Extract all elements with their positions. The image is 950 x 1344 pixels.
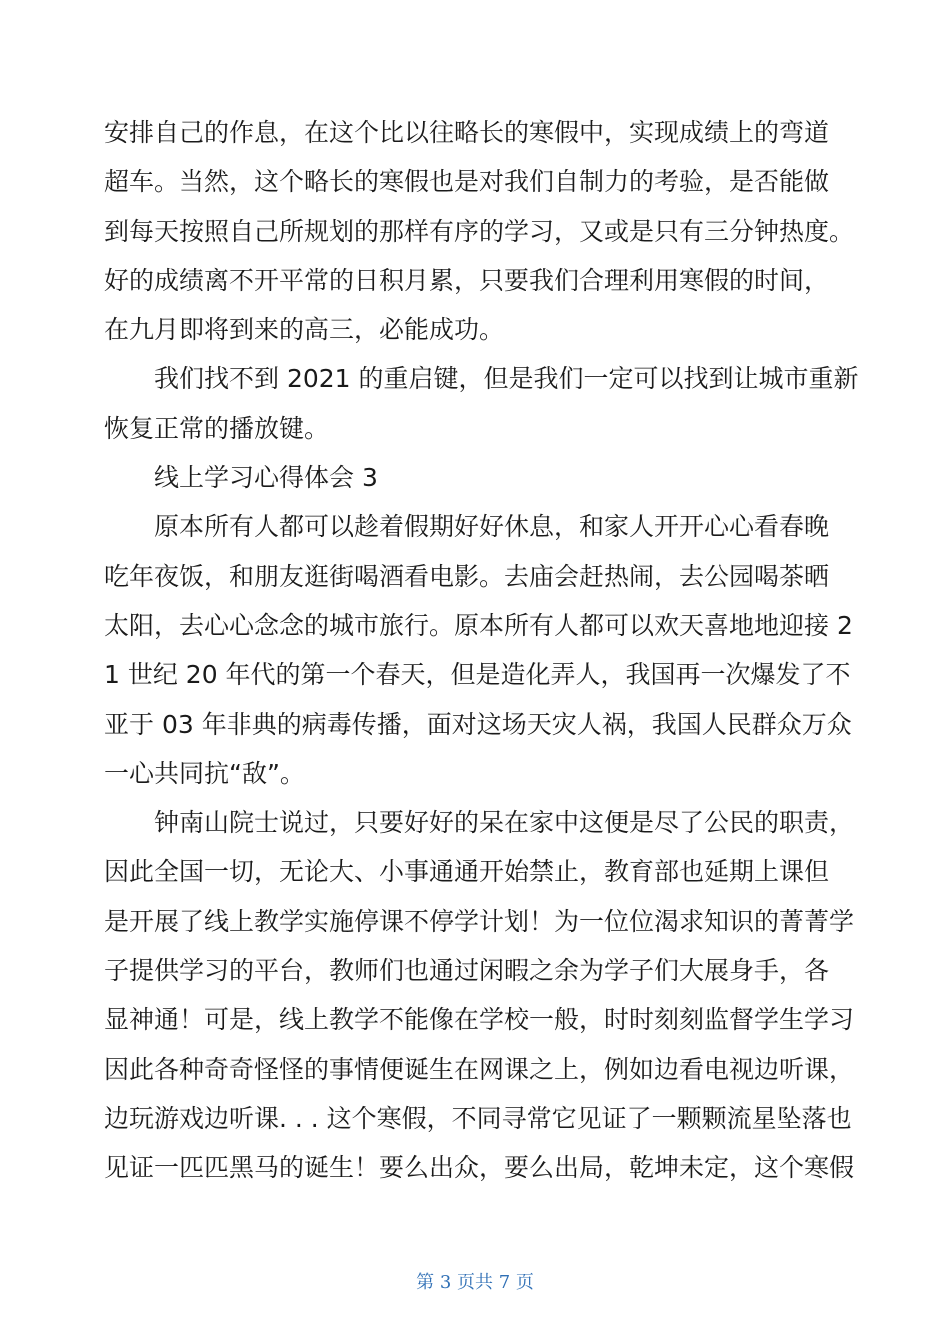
text-line: 超车。当然，这个略长的寒假也是对我们自制力的考验，是否能做 bbox=[104, 167, 830, 197]
text-line: 太阳，去心心念念的城市旅行。原本所有人都可以欢天喜地地迎接 2 bbox=[104, 610, 853, 640]
text-line: 见证一匹匹黑马的诞生！要么出众，要么出局，乾坤未定，这个寒假 bbox=[104, 1153, 855, 1183]
document-body bbox=[104, 108, 859, 1193]
text-line: 好的成绩离不开平常的日积月累，只要我们合理利用寒假的时间， bbox=[104, 265, 830, 295]
text-line: 一心共同抗“敌”。 bbox=[104, 758, 305, 788]
text-line: 亚于 03 年非典的病毒传播，面对这场天灾人祸，我国人民群众万众 bbox=[104, 709, 852, 739]
text-line: 因此全国一切，无论大、小事通通开始禁止，教育部也延期上课但 bbox=[104, 857, 830, 887]
text-line: 吃年夜饭，和朋友逛街喝酒看电影。去庙会赶热闹，去公园喝茶晒 bbox=[104, 561, 830, 591]
text-line: 边玩游戏边听课. . . 这个寒假，不同寻常它见证了一颗颗流星坠落也 bbox=[104, 1103, 852, 1133]
text-line: 在九月即将到来的高三，必能成功。 bbox=[104, 315, 505, 345]
text-line: 因此各种奇奇怪怪的事情便诞生在网课之上，例如边看电视边听课， bbox=[104, 1054, 855, 1084]
text-line: 到每天按照自己所规划的那样有序的学习，又或是只有三分钟热度。 bbox=[104, 216, 855, 246]
text-line: 显神通！可是，线上教学不能像在学校一般，时时刻刻监督学生学习 bbox=[104, 1005, 855, 1035]
section-heading: 线上学习心得体会 3 bbox=[104, 463, 378, 493]
text-line: 我们找不到 2021 的重启键，但是我们一定可以找到让城市重新 bbox=[104, 364, 859, 394]
page-number-footer: 第 3 页共 7 页 bbox=[416, 1272, 534, 1293]
text-line: 钟南山院士说过，只要好好的呆在家中这便是尽了公民的职责， bbox=[104, 808, 855, 838]
text-line: 安排自己的作息，在这个比以往略长的寒假中，实现成绩上的弯道 bbox=[104, 118, 830, 147]
text-line: 原本所有人都可以趁着假期好好休息，和家人开开心心看春晚 bbox=[104, 512, 830, 542]
text-line: 是开展了线上教学实施停课不停学计划！为一位位渴求知识的菁菁学 bbox=[104, 906, 855, 936]
text-line: 子提供学习的平台，教师们也通过闲暇之余为学子们大展身手，各 bbox=[104, 956, 830, 986]
text-line: 1 世纪 20 年代的第一个春天，但是造化弄人，我国再一次爆发了不 bbox=[104, 660, 851, 690]
text-line: 恢复正常的播放键。 bbox=[104, 413, 330, 443]
